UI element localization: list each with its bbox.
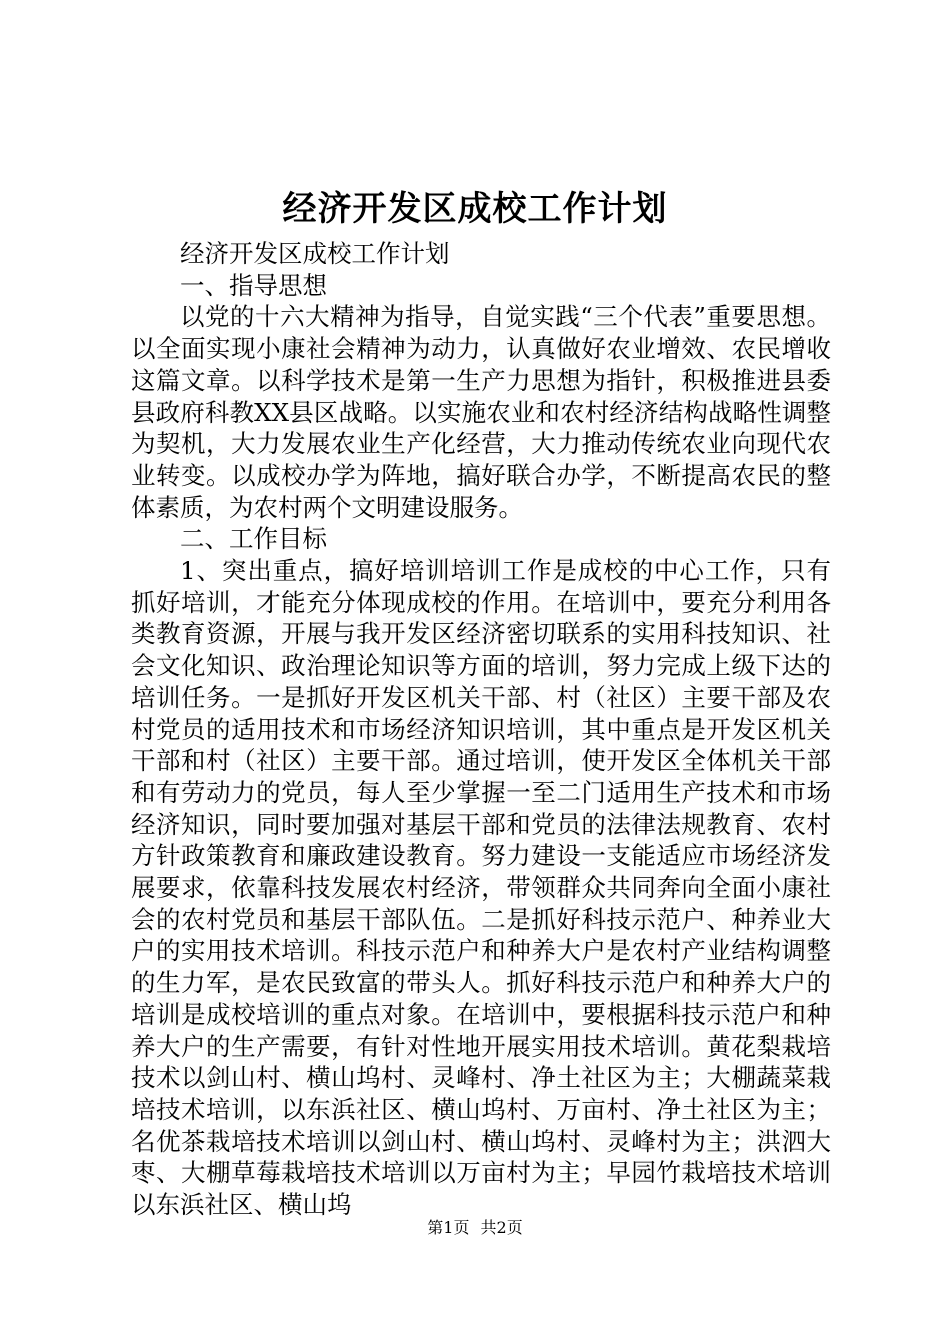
section-heading-work-goals: 二、工作目标 bbox=[180, 524, 327, 554]
page-number-total: 共2页 bbox=[480, 1218, 523, 1237]
document-body bbox=[131, 238, 831, 1221]
paragraph-work-goals: 1、突出重点，搞好培训培训工作是成校的中心工作，只有抓好培训，才能充分体现成校的作用。在培训中，要充分利用各类教育资源，开展与我开发区经济密切联系的实用科技知识、社会文化知识、政治理论知识等方面的培训，努力完成上级下达的培训任务。一是抓好开发区机关干部、村（社区）主要干部及农村党员的适用技术和市场经济知识培训，其中重点是开发区机关干部和村（社区）主要干部。通过培训，使开发区全体机关干部和有劳动力的党员，每人至少掌握一至二门适用生产技术和市场经济知识，同时要加强对基层干部和党员的法律法规教育、农村方针政策教育和廉政建设教育。努力建设一支能适应市场经济发展要求，依靠科技发展农村经济，带领群众共同奔向全面小康社会的农村党员和基层干部队伍。二是抓好科技示范户、种养业大户的实用技术培训。科技示范户和种养大户是农村产业结构调整的生力军，是农民致富的带头人。抓好科技示范户和种养大户的培训是成校培训的重点对象。在培训中，要根据科技示范户和种养大户的生产需要，有针对性地开展实用技术培训。黄花梨栽培技术以剑山村、横山坞村、灵峰村、净土社区为主；大棚蔬菜栽培技术培训，以东浜社区、横山坞村、万亩村、净土社区为主；名优茶栽培技术培训以剑山村、横山坞村、灵峰村为主；洪泗大枣、大棚草莓栽培技术培训以万亩村为主；早园竹栽培技术培训以东浜社区、横山坞 bbox=[131, 556, 831, 1220]
subtitle-paragraph: 经济开发区成校工作计划 bbox=[180, 239, 450, 268]
document-title: 经济开发区成校工作计划 bbox=[282, 189, 668, 229]
paragraph-guiding-ideology: 以党的十六大精神为指导，自觉实践“三个代表”重要思想。以全面实现小康社会精神为动力，认真做好农业增效、农民增收这篇文章。以科学技术是第一生产力思想为指针，积极推进县委县政府科教XX县区战略。以实施农业和农村经济结构战略性调整为契机，大力发展农业生产化经营，大力推动传统农业向现代农业转变。以成校办学为阵地，搞好联合办学，不断提高农民的整体素质，为农村两个文明建设服务。 bbox=[131, 302, 831, 522]
section-heading-guiding-ideology: 一、指导思想 bbox=[180, 270, 327, 300]
page-number-current: 第1页 bbox=[427, 1218, 470, 1237]
page-footer bbox=[0, 1218, 950, 1238]
